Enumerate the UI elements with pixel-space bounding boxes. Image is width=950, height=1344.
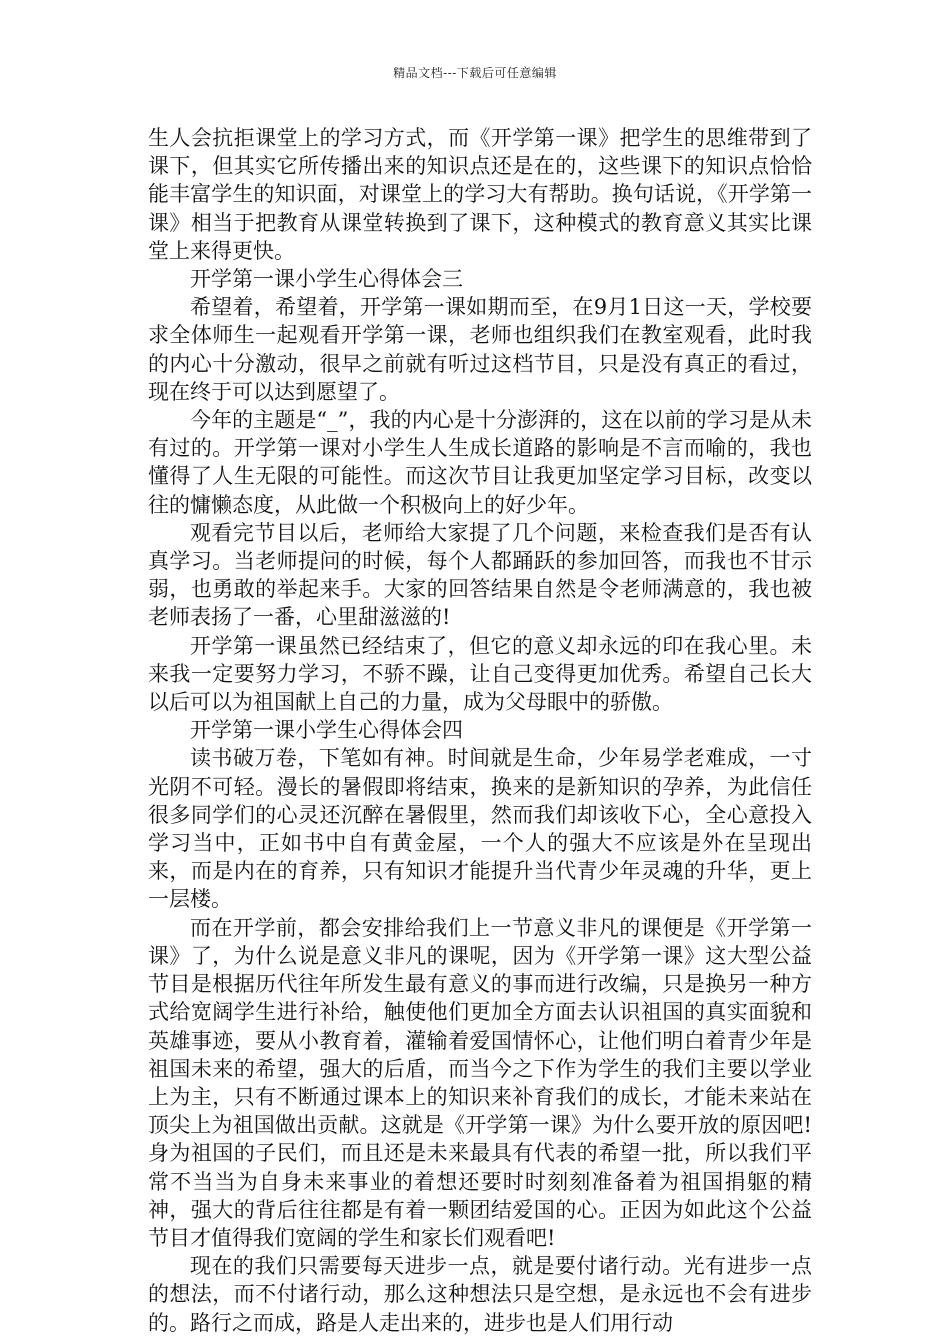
paragraph: 观看完节目以后，老师给大家提了几个问题，来检查我们是否有认真学习。当老师提问的时候，每个人都踊跃的参加回答，而我也不甘示弱，也勇敢的举起来手。大家的回答结果自然是令老师满意的，我也被老师表扬了一番，心里甜滋滋的!: [148, 520, 812, 630]
paragraph: 开学第一课虽然已经结束了，但它的意义却永远的印在我心里。未来我一定要努力学习，不骄不躁，让自己变得更加优秀。希望自己长大以后可以为祖国献上自己的力量，成为父母眼中的骄傲。: [148, 633, 812, 715]
paragraph: 现在的我们只需要每天进步一点，就是要付诸行动。光有进步一点的想法，而不付诸行动，那么这种想法只是空想，是永远也不会有进步的。路行之而成，路是人走出来的，进步也是人们用行动: [148, 1254, 812, 1335]
paragraph: 今年的主题是“_”，我的内心是十分澎湃的，这在以前的学习是从未有过的。开学第一课对小学生人生成长道路的影响是不言而喻的，我也懂得了人生无限的可能性。而这次节目让我更加坚定学习目标，改变以往的慵懒态度，从此做一个积极向上的好少年。: [148, 408, 812, 517]
paragraph: 生人会抗拒课堂上的学习方式，而《开学第一课》把学生的思维带到了课下，但其实它所传播出来的知识点还是在的，这些课下的知识点恰恰能丰富学生的知识面，对课堂上的学习大有帮助。换句话说，《开学第一课》相当于把教育从课堂转换到了课下，这种模式的教育意义其实比课堂上来得更快。: [148, 126, 812, 263]
paragraph: 希望着，希望着，开学第一课如期而至，在9月1日这一天，学校要求全体师生一起观看开学第一课，老师也组织我们在教室观看，此时我的内心十分激动，很早之前就有听过这档节目，只是没有真正的看过，现在终于可以达到愿望了。: [148, 295, 812, 404]
page-header: 精品文档---下载后可任意编辑: [393, 66, 557, 80]
document-body: [148, 124, 812, 1337]
section-heading: 开学第一课小学生心得体会三: [190, 267, 463, 292]
section-heading: 开学第一课小学生心得体会四: [190, 718, 463, 743]
paragraph: 读书破万卷，下笔如有神。时间就是生命，少年易学老难成，一寸光阴不可轻。漫长的暑假即将结束，换来的是新知识的孕养，为此信任很多同学们的心灵还沉醉在暑假里，然而我们却该收下心，全心意投入学习当中，正如书中自有黄金屋，一个人的强大不应该是外在呈现出来，而是内在的育养，只有知识才能提升当代青少年灵魂的升华，更上一层楼。: [148, 746, 812, 912]
paragraph: 而在开学前，都会安排给我们上一节意义非凡的课便是《开学第一课》了，为什么说是意义非凡的课呢，因为《开学第一课》这大型公益节目是根据历代往年所发生最有意义的事而进行改编，只是换另一种方式给宽阔学生进行补给，触使他们更加全方面去认识祖国的真实面貌和英雄事迹，要从小教育着，灌输着爱国情怀心，让他们明白着青少年是祖国未来的希望，强大的后盾，而当今之下作为学生的我们主要以学业上为主，只有不断通过课本上的知识来补育我们的成长，才能未来站在顶尖上为祖国做出贡献。这就是《开学第一课》为什么要开放的原因吧!身为祖国的子民们，而且还是未来最具有代表的希望一批，所以我们平常不当当为自身未来事业的着想还要时时刻刻准备着为祖国捐躯的精神，强大的背后往往都是有着一颗团结爱国的心。正因为如此这个公益节目才值得我们宽阔的学生和家长们观看吧!: [148, 915, 812, 1250]
